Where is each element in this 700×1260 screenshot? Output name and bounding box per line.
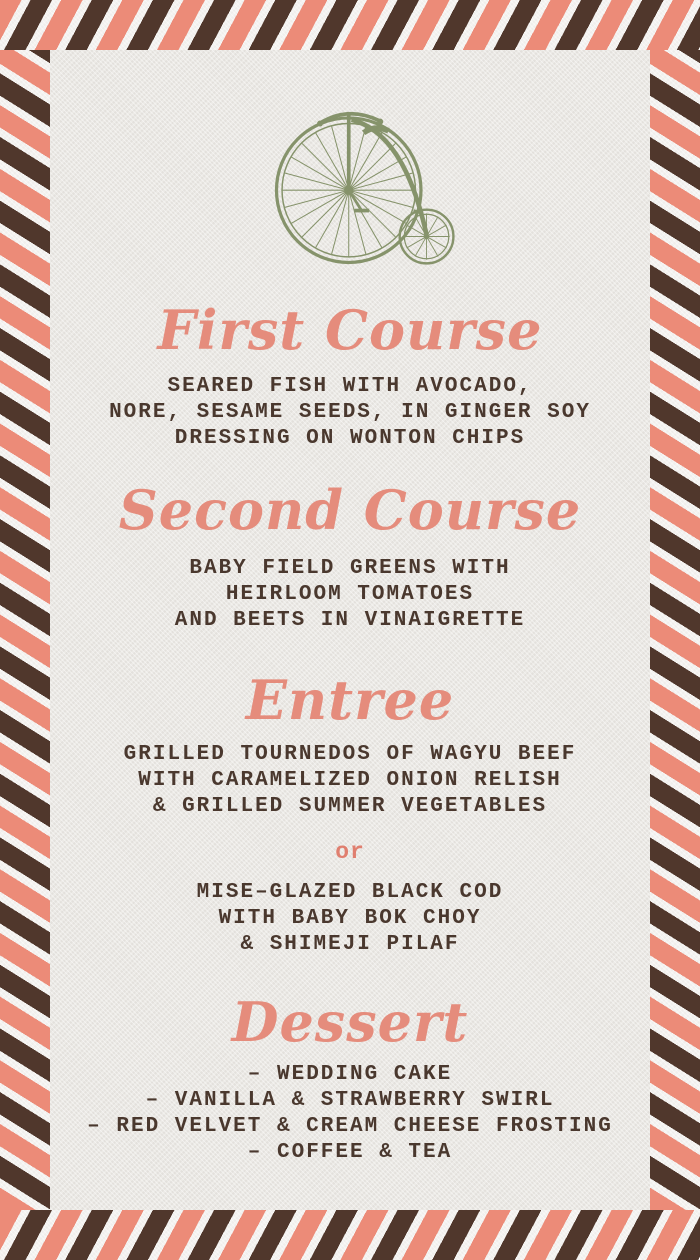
menu-line: WITH CARAMELIZED ONION RELISH xyxy=(138,769,562,792)
menu-line: – WEDDING CAKE xyxy=(247,1063,453,1086)
menu-line: SEARED FISH WITH AVOCADO, xyxy=(167,375,533,398)
menu-line: WITH BABY BOK CHOY xyxy=(218,907,482,930)
second-course-items xyxy=(175,556,525,634)
menu-line: HEIRLOOM TOMATOES xyxy=(225,583,475,606)
section-heading-entree: Entree xyxy=(245,668,455,732)
section-heading-first-course: First Course xyxy=(157,298,543,362)
menu-content xyxy=(50,0,650,1260)
menu-line: – VANILLA & STRAWBERRY SWIRL xyxy=(145,1089,555,1112)
penny-farthing-bicycle-icon xyxy=(252,92,464,268)
menu-line: DRESSING ON WONTON CHIPS xyxy=(174,427,526,450)
menu-line: – RED VELVET & CREAM CHEESE FROSTING xyxy=(87,1115,613,1138)
menu-line: – COFFEE & TEA xyxy=(247,1141,453,1164)
dessert-items xyxy=(87,1062,613,1166)
first-course-items xyxy=(109,374,591,452)
menu-line: BABY FIELD GREENS WITH xyxy=(189,557,511,580)
entree-or-separator: or xyxy=(335,839,365,865)
menu-line: MISE–GLAZED BLACK COD xyxy=(196,881,504,904)
striped-border-right xyxy=(650,50,700,1210)
menu-line: NORE, SESAME SEEDS, IN GINGER SOY xyxy=(109,401,591,424)
entree-option-b xyxy=(197,880,504,958)
menu-line: GRILLED TOURNEDOS OF WAGYU BEEF xyxy=(123,743,577,766)
menu-line: & SHIMEJI PILAF xyxy=(240,933,460,956)
menu-line: & GRILLED SUMMER VEGETABLES xyxy=(152,795,548,818)
section-heading-second-course: Second Course xyxy=(118,478,582,542)
menu-line: AND BEETS IN VINAIGRETTE xyxy=(174,609,526,632)
section-heading-dessert: Dessert xyxy=(231,990,469,1054)
striped-border-left xyxy=(0,50,50,1210)
entree-option-a xyxy=(124,742,577,820)
